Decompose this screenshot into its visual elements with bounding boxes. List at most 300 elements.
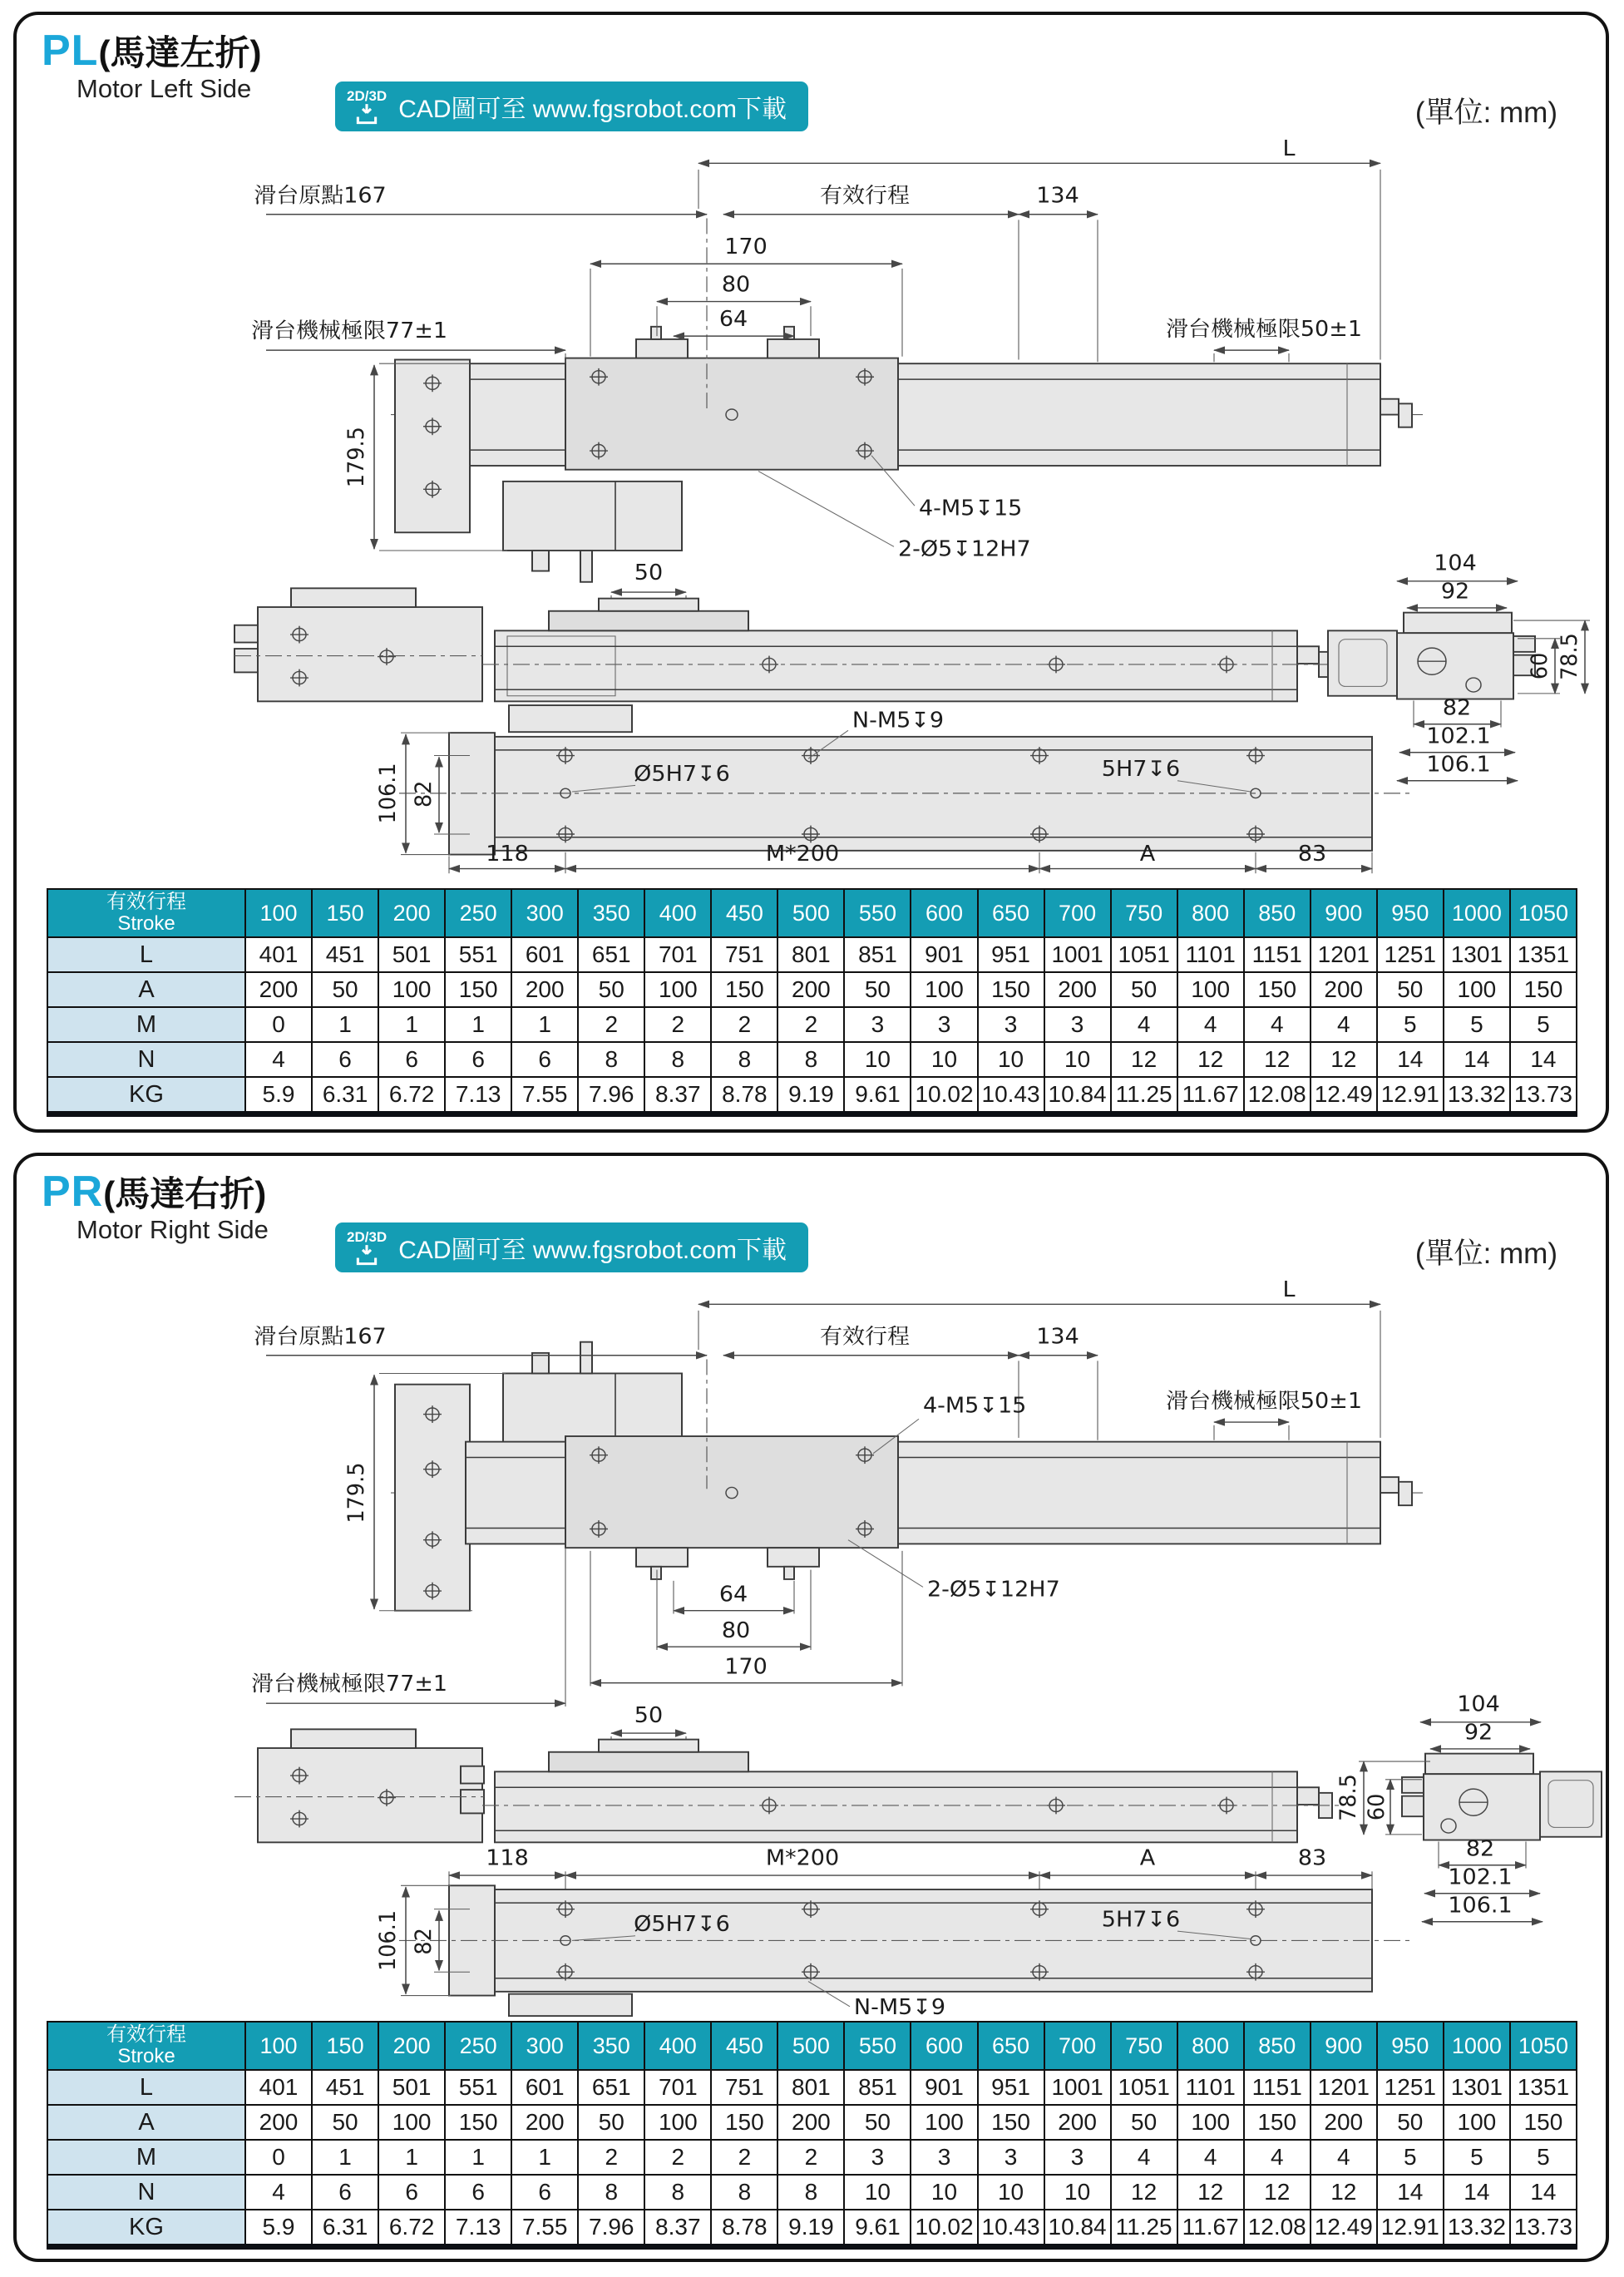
cell-N-150: 6 [312, 2175, 378, 2210]
dim-80-label: 80 [721, 1618, 751, 1643]
pl-bottom-view [375, 705, 1414, 873]
cell-KG-700: 10.84 [1044, 2210, 1111, 2247]
table-row-M [47, 1007, 1577, 1042]
cell-M-200: 1 [378, 1007, 445, 1042]
cell-M-450: 2 [711, 1007, 777, 1042]
cell-M-850: 4 [1244, 1007, 1311, 1042]
cell-N-1000: 14 [1444, 2175, 1510, 2210]
cell-M-100: 0 [245, 2140, 312, 2175]
cell-A-500: 200 [777, 972, 844, 1007]
stroke-col-1000: 1000 [1444, 889, 1510, 937]
dim-134-label: 134 [1036, 1325, 1079, 1350]
dim-102-label: 102.1 [1448, 1865, 1513, 1890]
row-label-A: A [47, 2105, 245, 2140]
cell-A-700: 200 [1044, 2105, 1111, 2140]
cell-N-450: 8 [711, 2175, 777, 2210]
stroke-col-650: 650 [978, 2022, 1044, 2070]
cell-L-700: 1001 [1044, 2070, 1111, 2105]
cell-N-950: 14 [1377, 1042, 1444, 1077]
cell-L-350: 651 [578, 2070, 644, 2105]
cell-L-450: 751 [711, 2070, 777, 2105]
cell-L-200: 501 [378, 937, 445, 972]
cell-A-1050: 150 [1510, 972, 1577, 1007]
dim-179-label: 179.5 [343, 427, 370, 488]
stroke-col-1000: 1000 [1444, 2022, 1510, 2070]
cell-A-700: 200 [1044, 972, 1111, 1007]
dim-78-label: 78.5 [1557, 633, 1583, 680]
cell-KG-750: 11.25 [1111, 1077, 1177, 1114]
cell-A-500: 200 [777, 2105, 844, 2140]
stroke-col-500: 500 [777, 889, 844, 937]
dim-origin-label: 滑台原點167 [254, 1325, 387, 1350]
cell-A-450: 150 [711, 2105, 777, 2140]
cell-L-400: 701 [644, 937, 711, 972]
dim-106-label: 106.1 [375, 763, 402, 824]
pl-title [42, 28, 261, 74]
row-label-L: L [47, 937, 245, 972]
cell-N-400: 8 [644, 2175, 711, 2210]
cell-M-800: 4 [1177, 2140, 1244, 2175]
cell-KG-1050: 13.73 [1510, 2210, 1577, 2247]
cell-A-200: 100 [378, 2105, 445, 2140]
cell-A-950: 50 [1377, 2105, 1444, 2140]
pl-title-zh: (馬達左折) [98, 33, 262, 72]
cell-A-200: 100 [378, 972, 445, 1007]
cell-A-250: 150 [445, 972, 511, 1007]
cell-L-650: 951 [978, 937, 1044, 972]
pr-drawing [17, 1281, 1606, 2018]
cell-L-800: 1101 [1177, 2070, 1244, 2105]
pr-end-view [1335, 1692, 1602, 1921]
cell-KG-300: 7.55 [511, 2210, 578, 2247]
cell-A-950: 50 [1377, 972, 1444, 1007]
cell-L-650: 951 [978, 2070, 1044, 2105]
cad-download-banner [335, 81, 808, 131]
cell-KG-1000: 13.32 [1444, 2210, 1510, 2247]
cell-M-600: 3 [911, 1007, 977, 1042]
cell-N-100: 4 [245, 1042, 312, 1077]
pr-side-view [234, 1704, 1339, 1843]
stroke-col-200: 200 [378, 889, 445, 937]
cell-KG-1050: 13.73 [1510, 1077, 1577, 1114]
dim-118-label: 118 [486, 842, 529, 867]
dim-134-label: 134 [1036, 184, 1079, 209]
dim-mech50-label: 滑台機械極限50±1 [1165, 1389, 1363, 1414]
cell-A-750: 50 [1111, 2105, 1177, 2140]
dim-83-label: 83 [1297, 842, 1327, 867]
cell-N-300: 6 [511, 2175, 578, 2210]
stroke-col-250: 250 [445, 889, 511, 937]
cell-KG-150: 6.31 [312, 2210, 378, 2247]
cell-L-350: 651 [578, 937, 644, 972]
cell-A-400: 100 [644, 972, 711, 1007]
cell-A-400: 100 [644, 2105, 711, 2140]
cad-download-banner [335, 1222, 808, 1272]
callout-nm5-label: N-M5↧9 [851, 709, 945, 733]
badge-2d3d [347, 89, 387, 125]
table-row-A [47, 972, 1577, 1007]
pr-stroke-table [47, 2021, 1577, 2250]
callout-nm5-label: N-M5↧9 [853, 1995, 946, 2018]
cell-M-950: 5 [1377, 1007, 1444, 1042]
cell-A-900: 200 [1311, 972, 1377, 1007]
table-row-KG [47, 1077, 1577, 1114]
dim-64-label: 64 [718, 1583, 748, 1608]
pr-title [42, 1169, 269, 1215]
stroke-col-850: 850 [1244, 2022, 1311, 2070]
cell-M-450: 2 [711, 2140, 777, 2175]
stroke-col-1050: 1050 [1510, 2022, 1577, 2070]
cell-N-250: 6 [445, 1042, 511, 1077]
cell-M-950: 5 [1377, 2140, 1444, 2175]
cell-M-350: 2 [578, 1007, 644, 1042]
cell-A-850: 150 [1244, 972, 1311, 1007]
cell-M-400: 2 [644, 1007, 711, 1042]
cell-KG-550: 9.61 [844, 2210, 911, 2247]
dim-60-label: 60 [1364, 1793, 1390, 1821]
dim-82-label: 82 [411, 780, 437, 808]
dim-A-label: A [1139, 842, 1156, 867]
cell-A-600: 100 [911, 972, 977, 1007]
dim-106-label: 106.1 [375, 1909, 402, 1971]
cell-KG-500: 9.19 [777, 2210, 844, 2247]
cell-KG-450: 8.78 [711, 1077, 777, 1114]
stroke-col-150: 150 [312, 889, 378, 937]
cell-A-650: 150 [978, 2105, 1044, 2140]
cell-A-1000: 100 [1444, 972, 1510, 1007]
cell-KG-1000: 13.32 [1444, 1077, 1510, 1114]
cell-M-750: 4 [1111, 1007, 1177, 1042]
cell-A-1000: 100 [1444, 2105, 1510, 2140]
cad-banner-text: CAD圖可至 www.fgsrobot.com下載 [398, 1237, 787, 1264]
stroke-col-250: 250 [445, 2022, 511, 2070]
row-label-M: M [47, 1007, 245, 1042]
callout-hole-right-label: 5H7↧6 [1101, 1908, 1181, 1933]
callout-dowel-label: 2-Ø5↧12H7 [897, 537, 1031, 562]
badge-2d3d-label: 2D/3D [347, 87, 387, 104]
cell-KG-350: 7.96 [578, 1077, 644, 1114]
cell-A-800: 100 [1177, 2105, 1244, 2140]
cell-L-500: 801 [777, 937, 844, 972]
cell-N-700: 10 [1044, 1042, 1111, 1077]
cell-M-1000: 5 [1444, 1007, 1510, 1042]
cell-N-800: 12 [1177, 1042, 1244, 1077]
cell-KG-800: 11.67 [1177, 1077, 1244, 1114]
cell-KG-450: 8.78 [711, 2210, 777, 2247]
dim-m200-label: M*200 [765, 1846, 840, 1871]
cell-M-650: 3 [978, 2140, 1044, 2175]
dim-50-label: 50 [634, 561, 664, 585]
cell-M-900: 4 [1311, 2140, 1377, 2175]
cell-A-450: 150 [711, 972, 777, 1007]
cell-L-200: 501 [378, 2070, 445, 2105]
dim-83-label: 83 [1297, 1846, 1327, 1871]
dim-stroke-label: 有效行程 [820, 1325, 910, 1350]
cell-N-750: 12 [1111, 2175, 1177, 2210]
cell-L-1000: 1301 [1444, 937, 1510, 972]
stroke-col-900: 900 [1311, 2022, 1377, 2070]
pr-bottom-view [375, 1846, 1414, 2018]
cell-A-900: 200 [1311, 2105, 1377, 2140]
unit-label: (單位: mm) [1414, 1237, 1557, 1270]
pr-code: PR [42, 1168, 104, 1216]
dim-mech77-label: 滑台機械極限77±1 [250, 1672, 448, 1697]
dim-104-label: 104 [1457, 1692, 1500, 1717]
dim-82end-label: 82 [1442, 696, 1472, 721]
dim-80-label: 80 [721, 272, 751, 298]
cell-KG-950: 12.91 [1377, 2210, 1444, 2247]
cell-L-1000: 1301 [1444, 2070, 1510, 2105]
dim-104-label: 104 [1434, 551, 1477, 576]
dim-170-label: 170 [724, 235, 768, 259]
cell-L-100: 401 [245, 2070, 312, 2105]
pr-title-en: Motor Right Side [77, 1214, 269, 1244]
cell-KG-200: 6.72 [378, 1077, 445, 1114]
cad-banner-text: CAD圖可至 www.fgsrobot.com下載 [398, 96, 787, 123]
cell-N-350: 8 [578, 2175, 644, 2210]
stroke-col-950: 950 [1377, 889, 1444, 937]
cell-M-250: 1 [445, 1007, 511, 1042]
cell-A-300: 200 [511, 2105, 578, 2140]
cell-M-300: 1 [511, 1007, 578, 1042]
cell-A-300: 200 [511, 972, 578, 1007]
dim-82end-label: 82 [1465, 1837, 1495, 1862]
cell-N-650: 10 [978, 2175, 1044, 2210]
cell-N-250: 6 [445, 2175, 511, 2210]
stroke-col-450: 450 [711, 889, 777, 937]
cell-M-1050: 5 [1510, 1007, 1577, 1042]
cell-N-300: 6 [511, 1042, 578, 1077]
cell-N-600: 10 [911, 2175, 977, 2210]
cell-KG-650: 10.43 [978, 2210, 1044, 2247]
row-label-M: M [47, 2140, 245, 2175]
cell-KG-400: 8.37 [644, 1077, 711, 1114]
dim-64-label: 64 [718, 307, 748, 332]
row-label-KG: KG [47, 1077, 245, 1114]
badge-2d3d-label: 2D/3D [347, 1228, 387, 1245]
cell-N-150: 6 [312, 1042, 378, 1077]
cell-KG-800: 11.67 [1177, 2210, 1244, 2247]
dim-170-label: 170 [724, 1654, 768, 1680]
cell-KG-500: 9.19 [777, 1077, 844, 1114]
cell-N-650: 10 [978, 1042, 1044, 1077]
cell-KG-250: 7.13 [445, 2210, 511, 2247]
dim-stroke-label: 有效行程 [820, 184, 910, 209]
dim-L-label: L [1282, 140, 1296, 161]
dim-50-label: 50 [634, 1703, 664, 1728]
callout-hole-left-label: Ø5H7↧6 [634, 762, 730, 787]
cell-L-250: 551 [445, 937, 511, 972]
cell-N-500: 8 [777, 2175, 844, 2210]
stroke-col-800: 800 [1177, 889, 1244, 937]
pl-motor-block [503, 482, 682, 551]
panel-motor-left [13, 12, 1609, 1133]
cell-L-600: 901 [911, 2070, 977, 2105]
cell-M-700: 3 [1044, 1007, 1111, 1042]
cell-L-450: 751 [711, 937, 777, 972]
stroke-col-150: 150 [312, 2022, 378, 2070]
stroke-col-550: 550 [844, 889, 911, 937]
pr-slider-block [565, 1436, 898, 1548]
cell-KG-600: 10.02 [911, 2210, 977, 2247]
cell-M-400: 2 [644, 2140, 711, 2175]
table-row-KG [47, 2210, 1577, 2247]
table-row-L [47, 937, 1577, 972]
cell-M-1050: 5 [1510, 2140, 1577, 2175]
unit-label: (單位: mm) [1414, 96, 1557, 129]
cell-N-750: 12 [1111, 1042, 1177, 1077]
cell-KG-900: 12.49 [1311, 2210, 1377, 2247]
cell-L-850: 1151 [1244, 2070, 1311, 2105]
cell-M-800: 4 [1177, 1007, 1244, 1042]
cell-KG-600: 10.02 [911, 1077, 977, 1114]
cell-N-1050: 14 [1510, 1042, 1577, 1077]
stroke-col-350: 350 [578, 889, 644, 937]
dim-92-label: 92 [1464, 1721, 1493, 1746]
stroke-col-950: 950 [1377, 2022, 1444, 2070]
cell-KG-150: 6.31 [312, 1077, 378, 1114]
cell-KG-550: 9.61 [844, 1077, 911, 1114]
cell-N-950: 14 [1377, 2175, 1444, 2210]
cell-N-700: 10 [1044, 2175, 1111, 2210]
cell-KG-300: 7.55 [511, 1077, 578, 1114]
cell-L-1050: 1351 [1510, 2070, 1577, 2105]
cell-N-200: 6 [378, 2175, 445, 2210]
table-row-L [47, 2070, 1577, 2105]
cell-L-300: 601 [511, 2070, 578, 2105]
cell-KG-400: 8.37 [644, 2210, 711, 2247]
dim-106end-label: 106.1 [1426, 753, 1491, 778]
cell-N-900: 12 [1311, 2175, 1377, 2210]
cell-A-100: 200 [245, 972, 312, 1007]
cell-M-550: 3 [844, 2140, 911, 2175]
pl-drawing [17, 140, 1606, 877]
cell-M-250: 1 [445, 2140, 511, 2175]
cell-L-550: 851 [844, 937, 911, 972]
pr-title-block [42, 1169, 269, 1243]
stroke-col-450: 450 [711, 2022, 777, 2070]
cell-A-350: 50 [578, 2105, 644, 2140]
cell-M-500: 2 [777, 2140, 844, 2175]
cell-KG-700: 10.84 [1044, 1077, 1111, 1114]
dim-92-label: 92 [1440, 580, 1470, 605]
cell-A-550: 50 [844, 2105, 911, 2140]
dim-mech77-label: 滑台機械極限77±1 [250, 319, 448, 343]
dim-118-label: 118 [486, 1846, 529, 1871]
cell-L-300: 601 [511, 937, 578, 972]
stroke-col-600: 600 [911, 2022, 977, 2070]
table-row-N [47, 1042, 1577, 1077]
callout-dowel-label: 2-Ø5↧12H7 [927, 1578, 1060, 1603]
cell-L-750: 1051 [1111, 2070, 1177, 2105]
row-label-KG: KG [47, 2210, 245, 2247]
cell-L-950: 1251 [1377, 2070, 1444, 2105]
dim-78-label: 78.5 [1335, 1774, 1362, 1821]
cell-A-150: 50 [312, 972, 378, 1007]
dim-mech50-label: 滑台機械極限50±1 [1165, 317, 1363, 342]
cell-L-150: 451 [312, 2070, 378, 2105]
cell-N-600: 10 [911, 1042, 977, 1077]
cell-KG-350: 7.96 [578, 2210, 644, 2247]
stroke-col-200: 200 [378, 2022, 445, 2070]
dim-102-label: 102.1 [1426, 724, 1491, 749]
cell-M-650: 3 [978, 1007, 1044, 1042]
stroke-col-800: 800 [1177, 2022, 1244, 2070]
cell-N-500: 8 [777, 1042, 844, 1077]
cell-KG-850: 12.08 [1244, 2210, 1311, 2247]
stroke-col-650: 650 [978, 889, 1044, 937]
stroke-col-1050: 1050 [1510, 889, 1577, 937]
cell-M-300: 1 [511, 2140, 578, 2175]
cell-N-350: 8 [578, 1042, 644, 1077]
stroke-col-300: 300 [511, 2022, 578, 2070]
cell-A-250: 150 [445, 2105, 511, 2140]
cell-KG-250: 7.13 [445, 1077, 511, 1114]
pl-title-en: Motor Left Side [77, 73, 252, 103]
cell-KG-100: 5.9 [245, 1077, 312, 1114]
table-row-M [47, 2140, 1577, 2175]
badge-2d3d [347, 1230, 387, 1266]
cell-N-1000: 14 [1444, 1042, 1510, 1077]
cell-KG-950: 12.91 [1377, 1077, 1444, 1114]
stroke-col-700: 700 [1044, 2022, 1111, 2070]
callout-hole-left-label: Ø5H7↧6 [634, 1912, 730, 1937]
dim-m200-label: M*200 [765, 842, 840, 867]
cell-M-550: 3 [844, 1007, 911, 1042]
stroke-header-cell: 有效行程 Stroke [47, 889, 245, 937]
cell-A-550: 50 [844, 972, 911, 1007]
cell-KG-900: 12.49 [1311, 1077, 1377, 1114]
callout-hole-right-label: 5H7↧6 [1101, 757, 1181, 782]
cell-N-550: 10 [844, 1042, 911, 1077]
download-icon [354, 103, 379, 125]
cell-L-900: 1201 [1311, 937, 1377, 972]
stroke-col-300: 300 [511, 889, 578, 937]
cell-N-550: 10 [844, 2175, 911, 2210]
cell-L-850: 1151 [1244, 937, 1311, 972]
cell-L-400: 701 [644, 2070, 711, 2105]
dim-A-label: A [1139, 1846, 1156, 1871]
cell-L-600: 901 [911, 937, 977, 972]
cell-L-250: 551 [445, 2070, 511, 2105]
pl-top-view [251, 140, 1424, 582]
cell-KG-200: 6.72 [378, 2210, 445, 2247]
cell-A-350: 50 [578, 972, 644, 1007]
cell-L-550: 851 [844, 2070, 911, 2105]
callout-4m5-label: 4-M5↧15 [919, 496, 1023, 521]
cell-M-600: 3 [911, 2140, 977, 2175]
cell-KG-850: 12.08 [1244, 1077, 1311, 1114]
pl-title-block [42, 28, 261, 102]
dim-106end-label: 106.1 [1448, 1894, 1513, 1919]
cell-A-850: 150 [1244, 2105, 1311, 2140]
stroke-col-100: 100 [245, 889, 312, 937]
cell-N-200: 6 [378, 1042, 445, 1077]
cell-L-100: 401 [245, 937, 312, 972]
pl-slider-block [565, 358, 898, 470]
cell-KG-750: 11.25 [1111, 2210, 1177, 2247]
stroke-header-cell: 有效行程 Stroke [47, 2022, 245, 2070]
cell-M-850: 4 [1244, 2140, 1311, 2175]
cell-M-1000: 5 [1444, 2140, 1510, 2175]
cell-N-450: 8 [711, 1042, 777, 1077]
cell-L-150: 451 [312, 937, 378, 972]
dim-L-label: L [1282, 1281, 1296, 1302]
stroke-col-350: 350 [578, 2022, 644, 2070]
cell-N-850: 12 [1244, 1042, 1311, 1077]
dim-60-label: 60 [1527, 652, 1553, 680]
cell-A-800: 100 [1177, 972, 1244, 1007]
